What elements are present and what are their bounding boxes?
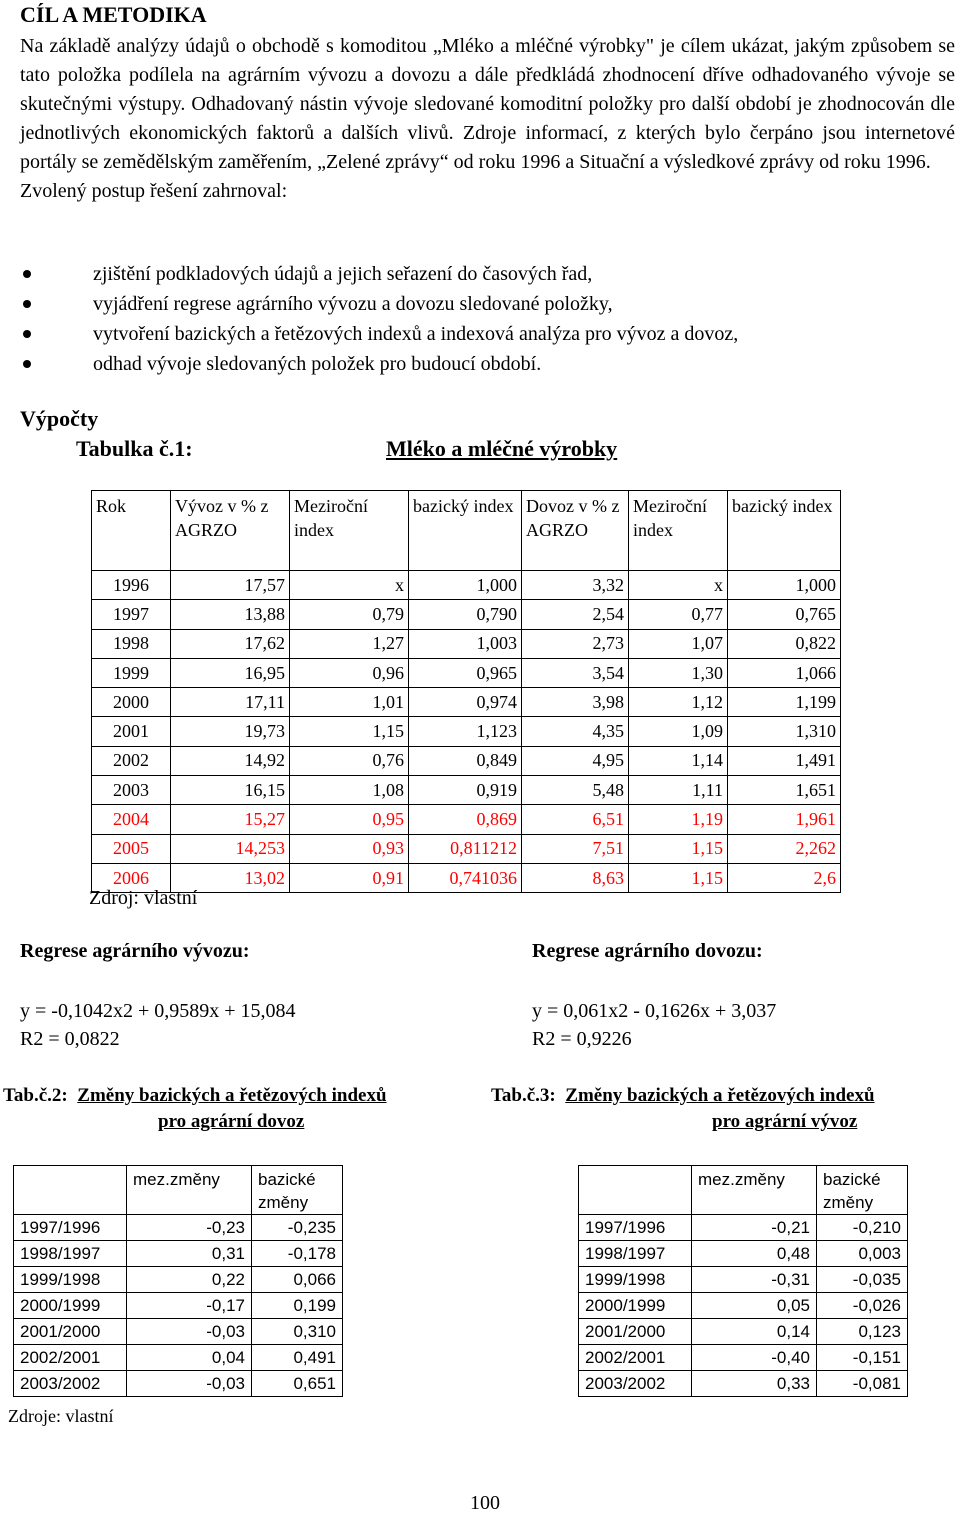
table-cell: -0,178 — [252, 1241, 343, 1267]
col-header: bazické změny — [817, 1166, 908, 1215]
table-row — [92, 834, 841, 863]
table-row — [579, 1371, 908, 1397]
col-header: bazické změny — [252, 1166, 343, 1215]
table-row — [14, 1293, 343, 1319]
table-cell: 2000/1999 — [14, 1293, 127, 1319]
export-regression — [20, 997, 296, 1053]
table-cell: 1997 — [92, 600, 171, 629]
table-cell: 2,6 — [728, 863, 841, 892]
table3-caption — [491, 1083, 956, 1135]
table-cell: 1998/1997 — [14, 1241, 127, 1267]
table-cell: 0,48 — [692, 1241, 817, 1267]
table-cell: 0,123 — [817, 1319, 908, 1345]
col-header: Vývoz v % z AGRZO — [171, 491, 290, 571]
table-row — [14, 1371, 343, 1397]
import-equation: y = 0,061x2 - 0,1626x + 3,037 — [532, 1000, 777, 1022]
table-cell: 1,09 — [629, 717, 728, 746]
table-row — [579, 1345, 908, 1371]
table-cell: 0,22 — [127, 1267, 252, 1293]
table-cell: 1997/1996 — [579, 1215, 692, 1241]
table-cell: 0,651 — [252, 1371, 343, 1397]
table-cell: 14,253 — [171, 834, 290, 863]
table-row — [92, 688, 841, 717]
table-cell: 0,491 — [252, 1345, 343, 1371]
table-cell: 17,57 — [171, 571, 290, 600]
table-cell: 1,01 — [290, 688, 409, 717]
procedure-intro: Zvolený postup řešení zahrnoval: — [20, 180, 288, 202]
table-row — [14, 1319, 343, 1345]
table-cell: 2,73 — [522, 629, 629, 658]
table-cell: 2001 — [92, 717, 171, 746]
table-row — [92, 629, 841, 658]
table-cell: 0,822 — [728, 629, 841, 658]
table-row — [579, 1267, 908, 1293]
table-cell: 1,003 — [409, 629, 522, 658]
col-header: bazický index — [409, 491, 522, 571]
table-cell: 0,765 — [728, 600, 841, 629]
table1-source: Zdroj: vlastní — [89, 887, 198, 909]
table-cell: 1,491 — [728, 746, 841, 775]
table-cell: 0,77 — [629, 600, 728, 629]
table-cell: 1,123 — [409, 717, 522, 746]
table-cell: -0,21 — [692, 1215, 817, 1241]
table1-label: Tabulka č.1: — [76, 436, 193, 461]
table-cell: 0,33 — [692, 1371, 817, 1397]
table2-label: Tab.č.2: — [3, 1085, 68, 1106]
table-cell: 1,30 — [629, 658, 728, 687]
table-cell: 8,63 — [522, 863, 629, 892]
table-cell: 7,51 — [522, 834, 629, 863]
table-row — [14, 1241, 343, 1267]
table-cell: 1,310 — [728, 717, 841, 746]
table-cell: 1,066 — [728, 658, 841, 687]
table-cell: 4,35 — [522, 717, 629, 746]
table-cell: 0,310 — [252, 1319, 343, 1345]
col-header: Rok — [92, 491, 171, 571]
table-cell: 1999/1998 — [579, 1267, 692, 1293]
table-cell: 1,15 — [629, 834, 728, 863]
table-cell: -0,23 — [127, 1215, 252, 1241]
page-number: 100 — [470, 1492, 500, 1514]
table-cell: 2002 — [92, 746, 171, 775]
table-cell: 0,14 — [692, 1319, 817, 1345]
table-cell: -0,31 — [692, 1267, 817, 1293]
table-cell: -0,03 — [127, 1319, 252, 1345]
table-cell: 0,974 — [409, 688, 522, 717]
table-cell: -0,235 — [252, 1215, 343, 1241]
table-cell: 2002/2001 — [14, 1345, 127, 1371]
intro-text — [20, 32, 955, 206]
list-item: vytvoření bazických a řetězových indexů a indexová analýza pro vývoz a dovoz, — [20, 319, 738, 349]
table-cell: 0,869 — [409, 805, 522, 834]
table3-title-line2: pro agrární vývoz — [712, 1111, 858, 1132]
table-cell: 1,961 — [728, 805, 841, 834]
intro-paragraph: Na základě analýzy údajů o obchodě s komoditou „Mléko a mléčné výrobky" je cílem ukázat, jakým způsobem se tato položka podílela na agrárním vývozu a dovozu a dále předkládá zhodnocení dříve odhadovaného vývoje se skutečnými výstupy. Odhadovaný nástin vývoje sledované komoditní položky pro další období je zhodnocován dle jednotlivých ekonomických faktorů a dalších vlivů. Zdroje informací, z kterých bylo čerpáno jsou internetové portály se zemědělským zaměřením, „Zelené zprávy“ od roku 1996 a Situační a výsledkové zprávy od roku 1996. — [20, 35, 955, 173]
table1-title: Mléko a mléčné výrobky — [386, 436, 618, 461]
col-header: bazický index — [728, 491, 841, 571]
table-cell: 3,32 — [522, 571, 629, 600]
table-row — [92, 863, 841, 892]
table-cell: -0,035 — [817, 1267, 908, 1293]
table-header-row — [92, 491, 841, 571]
table-cell: 1,14 — [629, 746, 728, 775]
table-cell: -0,17 — [127, 1293, 252, 1319]
table-cell: 0,31 — [127, 1241, 252, 1267]
table-cell: 2003/2002 — [579, 1371, 692, 1397]
table-cell: 3,98 — [522, 688, 629, 717]
table-cell: 13,88 — [171, 600, 290, 629]
table-cell: 0,93 — [290, 834, 409, 863]
table-cell: 0,199 — [252, 1293, 343, 1319]
table-cell: 0,066 — [252, 1267, 343, 1293]
table-row — [579, 1319, 908, 1345]
table-cell: 1996 — [92, 571, 171, 600]
list-item: vyjádření regrese agrárního vývozu a dovozu sledované položky, — [20, 289, 738, 319]
table-cell: 16,15 — [171, 776, 290, 805]
table-cell: -0,210 — [817, 1215, 908, 1241]
table-cell: 1,07 — [629, 629, 728, 658]
table-header-row — [579, 1166, 908, 1215]
table-cell: 1,12 — [629, 688, 728, 717]
table-cell: 13,02 — [171, 863, 290, 892]
table-cell: 1999 — [92, 658, 171, 687]
table-cell: 2000 — [92, 688, 171, 717]
table-row — [579, 1215, 908, 1241]
table-cell: 0,04 — [127, 1345, 252, 1371]
table-cell: 2001/2000 — [579, 1319, 692, 1345]
table-cell: 0,919 — [409, 776, 522, 805]
table-row — [92, 600, 841, 629]
col-header — [14, 1166, 127, 1215]
table-cell: 1,651 — [728, 776, 841, 805]
table-row — [14, 1345, 343, 1371]
table-cell: 2005 — [92, 834, 171, 863]
table-cell: 1,15 — [290, 717, 409, 746]
table-cell: 4,95 — [522, 746, 629, 775]
table-row — [579, 1241, 908, 1267]
table-cell: 1999/1998 — [14, 1267, 127, 1293]
table-cell: 2002/2001 — [579, 1345, 692, 1371]
list-item: odhad vývoje sledovaných položek pro budoucí období. — [20, 349, 738, 379]
import-regression-title: Regrese agrárního dovozu: — [532, 940, 763, 962]
table-row — [14, 1267, 343, 1293]
table3-title: Změny bazických a řetězových indexů — [565, 1085, 875, 1106]
table-row — [92, 776, 841, 805]
table-cell: 2,262 — [728, 834, 841, 863]
procedure-list — [20, 259, 738, 379]
table-cell: 1,08 — [290, 776, 409, 805]
table-cell: 2,54 — [522, 600, 629, 629]
bullet-icon — [23, 270, 31, 278]
import-index-table — [13, 1165, 343, 1397]
export-regression-title: Regrese agrárního vývozu: — [20, 940, 250, 962]
col-header: Meziroční index — [629, 491, 728, 571]
import-regression — [532, 997, 776, 1053]
table-cell: 0,76 — [290, 746, 409, 775]
table-cell: 0,91 — [290, 863, 409, 892]
col-header: Dovoz v % z AGRZO — [522, 491, 629, 571]
table-cell: 0,849 — [409, 746, 522, 775]
table-cell: 2006 — [92, 863, 171, 892]
col-header: mez.změny — [692, 1166, 817, 1215]
table-header-row — [14, 1166, 343, 1215]
table-cell: 1,000 — [409, 571, 522, 600]
table-cell: 0,05 — [692, 1293, 817, 1319]
table-cell: 5,48 — [522, 776, 629, 805]
table-cell: -0,081 — [817, 1371, 908, 1397]
table-cell: 0,741036 — [409, 863, 522, 892]
table-row — [14, 1215, 343, 1241]
table-cell: 1,15 — [629, 863, 728, 892]
table3-label: Tab.č.3: — [491, 1085, 556, 1106]
table-cell: 16,95 — [171, 658, 290, 687]
table-row — [92, 658, 841, 687]
table-cell: 0,95 — [290, 805, 409, 834]
table-cell: 15,27 — [171, 805, 290, 834]
bullet-icon — [23, 330, 31, 338]
bullet-icon — [23, 300, 31, 308]
table-cell: 0,003 — [817, 1241, 908, 1267]
table-row — [92, 571, 841, 600]
table-cell: -0,151 — [817, 1345, 908, 1371]
table-cell: -0,03 — [127, 1371, 252, 1397]
list-item: zjištění podkladových údajů a jejich seřazení do časových řad, — [20, 259, 738, 289]
table-cell: 1,19 — [629, 805, 728, 834]
table-row — [92, 746, 841, 775]
table-cell: -0,026 — [817, 1293, 908, 1319]
table-cell: 2001/2000 — [14, 1319, 127, 1345]
table-cell: 17,62 — [171, 629, 290, 658]
table-cell: 0,965 — [409, 658, 522, 687]
import-r2: R2 = 0,9226 — [532, 1028, 632, 1050]
table-cell: 0,790 — [409, 600, 522, 629]
table-cell: x — [629, 571, 728, 600]
table-cell: 3,54 — [522, 658, 629, 687]
table2-caption — [3, 1083, 473, 1135]
table-cell: -0,40 — [692, 1345, 817, 1371]
table-cell: 14,92 — [171, 746, 290, 775]
bullet-icon — [23, 360, 31, 368]
table-cell: 1998 — [92, 629, 171, 658]
table-cell: 1,11 — [629, 776, 728, 805]
table-cell: 2004 — [92, 805, 171, 834]
table-cell: 1997/1996 — [14, 1215, 127, 1241]
col-header: mez.změny — [127, 1166, 252, 1215]
calculations-title: Výpočty — [20, 406, 99, 431]
table2-title-line2: pro agrární dovoz — [158, 1111, 305, 1132]
table-cell: x — [290, 571, 409, 600]
section-heading: CÍL A METODIKA — [20, 2, 207, 27]
table-cell: 6,51 — [522, 805, 629, 834]
table-cell: 0,96 — [290, 658, 409, 687]
table-row — [92, 717, 841, 746]
table-cell: 1,000 — [728, 571, 841, 600]
table-cell: 17,11 — [171, 688, 290, 717]
export-equation: y = -0,1042x2 + 0,9589x + 15,084 — [20, 1000, 296, 1022]
table-cell: 2003/2002 — [14, 1371, 127, 1397]
table2-title: Změny bazických a řetězových indexů — [77, 1085, 387, 1106]
table-cell: 0,79 — [290, 600, 409, 629]
table-cell: 19,73 — [171, 717, 290, 746]
table-cell: 2000/1999 — [579, 1293, 692, 1319]
table-cell: 1,27 — [290, 629, 409, 658]
table-cell: 0,811212 — [409, 834, 522, 863]
table2-source: Zdroje: vlastní — [8, 1406, 114, 1426]
table-row — [579, 1293, 908, 1319]
col-header — [579, 1166, 692, 1215]
table-cell: 1,199 — [728, 688, 841, 717]
export-r2: R2 = 0,0822 — [20, 1028, 120, 1050]
table-cell: 2003 — [92, 776, 171, 805]
col-header: Meziroční index — [290, 491, 409, 571]
export-index-table — [578, 1165, 908, 1397]
trade-table — [91, 490, 841, 893]
table-cell: 1998/1997 — [579, 1241, 692, 1267]
table-row — [92, 805, 841, 834]
